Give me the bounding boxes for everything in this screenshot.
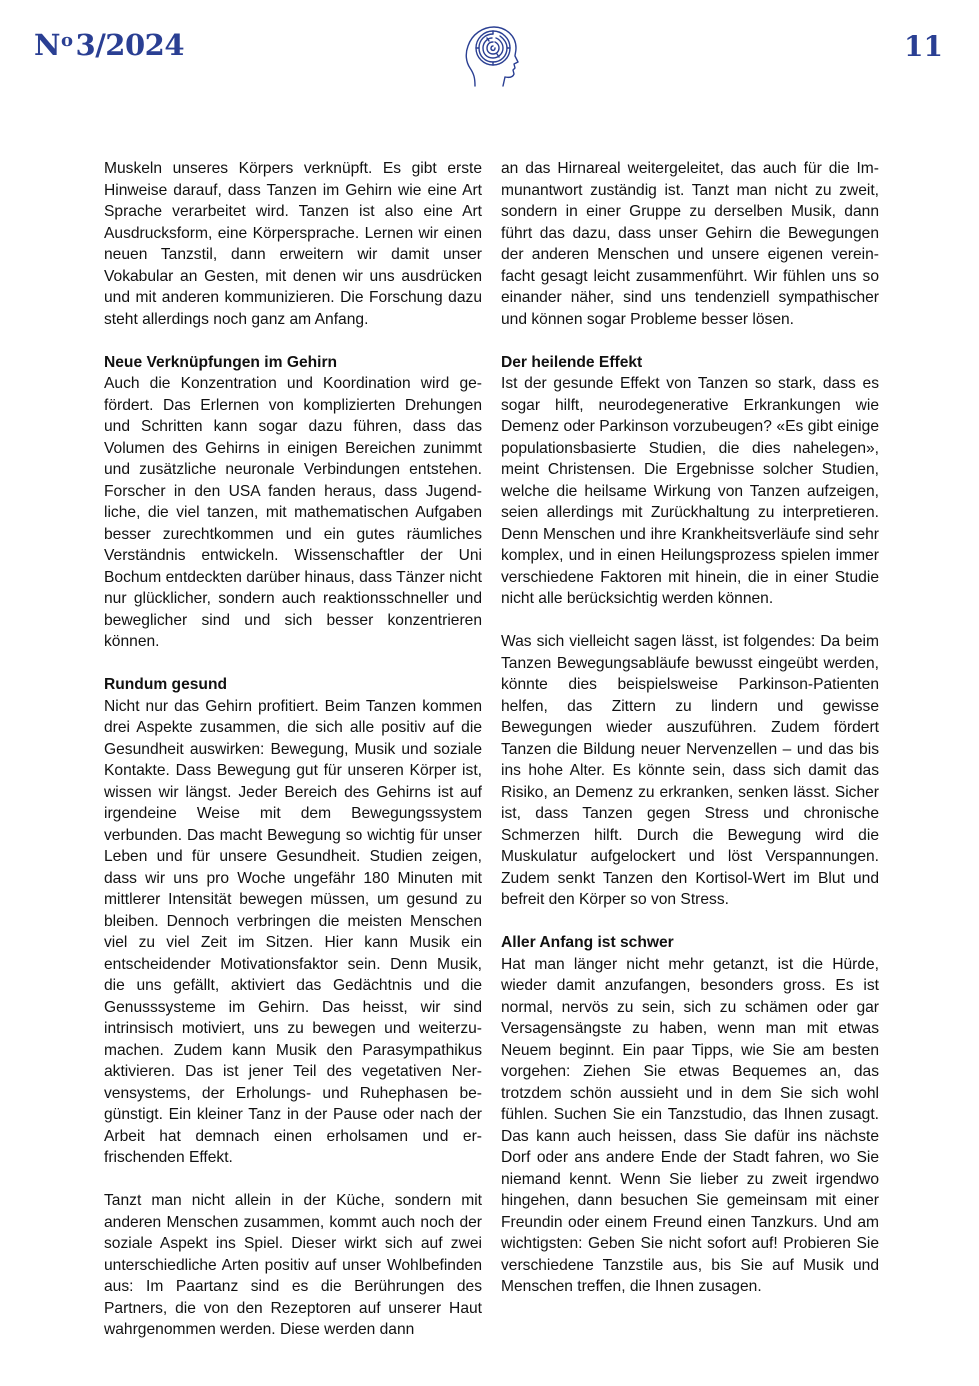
issue-value: 3/2024 [75, 28, 185, 62]
issue-sup: o [61, 30, 73, 51]
issue-number [34, 28, 184, 62]
page-number: 11 [904, 30, 943, 63]
paragraph: Tanzt man nicht allein in der Küche, sondern mit anderen Menschen zusammen, kommt auch noch der soziale Aspekt ins Spiel. Dieser wirkt sich auf zwei unterschiedliche Arten positiv auf unser Wohlbefinden aus: Im Paartanz sind es die Berührungen des Partners, die von den Rezeptoren auf unserer Haut wahrgenommen werden. Diese werden dann [104, 1192, 482, 1338]
section-heading: Neue Verknüpfungen im Gehirn [104, 353, 338, 371]
paragraph: Auch die Konzentration und Koordination wird gefördert. Das Erlernen von komplizierten Drehungen und Schritten kann sogar dazu führen, dass das Volumen des Gehirns in einigen Bereichen zunimmt und zusätzliche neuronale Verbindungen entstehen. Forscher in den USA fanden heraus, dass Jugendliche, die viel tanzen, mit mathematischen Aufgaben besser zurechtkommen und ein gutes räumliches Verständnis entwickeln. Wissenschaftler der Uni Bochum entdeckten darüber hinaus, dass Tänzer nicht nur glücklicher, sondern auch reaktionsschneller und beweglicher sind und sich besser konzentrieren können. [104, 375, 482, 650]
right-column [501, 158, 879, 1319]
section-heading: Rundum gesund [104, 676, 228, 693]
issue-prefix: N [34, 28, 61, 62]
left-column [104, 158, 482, 1362]
section-heading: Der heilende Effekt [501, 353, 643, 371]
paragraph: Hat man länger nicht mehr getanzt, ist die Hürde, wieder damit anzufangen, besonders gross. Es ist normal, nervös zu sein, sich zu schämen oder gar Versagensängste zu haben, wenn man mit etwas Neuem beginnt. Ein paar Tipps, wie Sie am besten vorgehen: Ziehen Sie etwas Bequemes an, das trotzdem schön aussieht und in dem Sie sich wohl fühlen. Suchen Sie ein Tanzstudio, das Ihnen zusagt. Das kann auch heissen, dass Sie dafür ins nächste Dorf oder ans andere Ende der Stadt fahren, wo Sie niemand kennt. Wenn Sie lieber zu zweit irgendwo hingehen, dann besuchen Sie gemeinsam mit einer Freundin oder einem Freund einen Tanzkurs. Und am wichtigsten: Geben Sie nicht sofort auf! Probieren Sie verschiedene Tanzstile aus, bis Sie auf Musik und Menschen treffen, die Ihnen zusagen. [501, 955, 879, 1295]
paragraph: Muskeln unseres Körpers verknüpft. Es gibt erste Hinweise darauf, dass Tanzen im Gehirn wie eine Art Sprache verarbeitet wird. Tanzen ist also eine Art Ausdrucksform, eine Körpersprache. Lernen wir einen neuen Tanzstil, dann erweitern wir damit unser Vokabular an Gesten, mit denen wir uns ausdrücken und mit anderen kommunizieren. Die Forschung dazu steht allerdings noch ganz am Anfang. [104, 160, 482, 328]
paragraph: Was sich vielleicht sagen lässt, ist folgendes: Da beim Tanzen Bewegungsabläufe bewusst eingeübt werden, könnte dies beispielsweise Parkinson-Patienten helfen, das Zittern zu lindern und gewisse Bewegungen wieder auszuführen. Zudem fördert Tanzen die Bildung neuer Nervenzellen – und das bis ins hohe Alter. Es könnte sein, dass sich damit das Risiko, an Demenz zu erkranken, senken lässt. Sicher ist, dass Tanzen gegen Stress und chronische Schmerzen hilft. Durch die Bewegung wird die Muskulatur aufgelockert und löst Verspannungen. Zudem senkt Tanzen den Kortisol-Wert im Blut und befreit den Körper so von Stress. [501, 633, 879, 908]
section-heading: Aller Anfang ist schwer [501, 934, 674, 951]
paragraph: Nicht nur das Gehirn profitiert. Beim Tanzen kommen drei Aspekte zusammen, die sich alle positiv auf die Gesundheit auswirken: Bewegung, Musik und soziale Kontakte. Dass Bewegung gut für unseren Körper ist, wissen wir längst. Jeder Bereich des Gehirns ist auf irgendeine Weise mit dem Bewegungssystem verbunden. Das macht Bewegung so wichtig für unser Leben und für unsere Gesundheit. Studien zeigen, dass wir uns pro Woche ungefähr 180 Minuten mit mittlerer Intensität bewegen müssen, um gesund zu bleiben. Dennoch verbringen die meisten Menschen viel zu viel Zeit im Sitzen. Hier kann Musik ein entscheidender Motivationsfaktor sein. Denn Musik, die uns gefällt, aktiviert das Gedächtnis und die Genusssysteme im Gehirn. Das heisst, wir sind intrinsisch motiviert, uns zu bewegen und weiterzumachen. Zudem kann Musik den Parasympathikus aktivieren. Das ist jener Teil des vegetativen Nervensystems, der Erholungs- und Ruhephasen begünstigt. Ein kleiner Tanz in der Pause oder nach der Arbeit hat demnach einen erholsamen und erfrischenden Effekt. [104, 697, 482, 1166]
head-maze-icon [463, 24, 519, 90]
paragraph: Ist der gesunde Effekt von Tanzen so stark, dass es sogar hilft, neurodegenerative Erkrankungen wie Demenz oder Parkinson vorzubeugen? «Es gibt einige populationsbasierte Studien, die dies nahelegen», meint Christensen. Die Ergebnisse solcher Studien, welche die heilsame Wirkung von Tanzen aufzeigen, seien allerdings mit Zurückhaltung zu interpretieren. Denn Menschen und ihre Krankheitsverläufe sind sehr komplex, und in einen Heilungsprozess spielen immer verschiedene Faktoren mit hinein, die in einer Studie nicht alle berücksichtig werden können. [501, 375, 879, 607]
paragraph: an das Hirnareal weitergeleitet, das auch für die Immunantwort zuständig ist. Tanzt man nicht zu zweit, sondern in einer Gruppe zu derselben Musik, dann führt das dazu, dass unser Gehirn die Bewegungen der anderen Menschen und unsere eigenen vereinfacht gesagt leicht zusammenführt. Wir fühlen uns so einander näher, sind uns tendenziell sympathischer und können sogar Probleme besser lösen. [501, 160, 879, 328]
